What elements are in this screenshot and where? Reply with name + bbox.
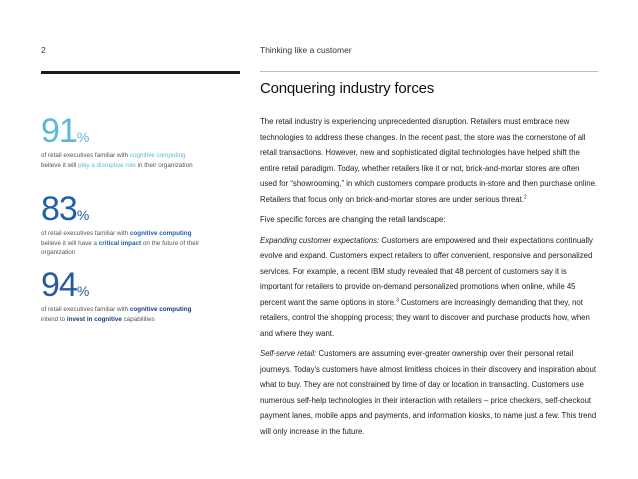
paragraph-intro: The retail industry is experiencing unprecedented disruption. Retailers must embrace new technologies to address these changes. In the recent past, the store was the cornerstone of all retail transactions. However, new and sophisticated digital technologies have helped shift the entire retail paradigm. Today, whether retailers like it or not, brick-and-mortar stores are often used for “showrooming,” in which customers compare products in-store and then purchase online. Retailers that focus only on brick-and-mortar stores are under serious threat.$^2$ bbox=[260, 117, 598, 204]
stat-description: of retail executives familiar with cognitive computing believe it will play a disruptive role in their organization bbox=[41, 152, 193, 169]
stat-number: 91% bbox=[41, 112, 90, 150]
stat-number: 83% bbox=[41, 190, 90, 228]
running-head: Thinking like a customer bbox=[260, 45, 352, 55]
stat-description: of retail executives familiar with cognitive computing believe it will have a critical impact on the future of their organization bbox=[41, 230, 200, 257]
left-rule bbox=[41, 71, 240, 74]
page-number: 2 bbox=[41, 45, 46, 55]
article-body bbox=[260, 114, 598, 444]
paragraph-forces: Five specific forces are changing the retail landscape: bbox=[260, 215, 446, 224]
article-title: Conquering industry forces bbox=[260, 80, 435, 97]
right-rule bbox=[260, 71, 598, 72]
stat-83 bbox=[41, 192, 201, 258]
stat-94 bbox=[41, 268, 201, 324]
stat-description: of retail executives familiar with cognitive computing intend to invest in cognitive capabilities bbox=[41, 306, 192, 323]
stat-number: 94% bbox=[41, 266, 90, 304]
paragraph-self-serve: Self-serve retail: Customers are assuming ever-greater ownership over their personal retail journeys. Today’s customers have almost limitless choices in their discovery and inspiration about what to buy. They are not constrained by time of day or location in transacting. Customers use numerous self-help technologies in their interaction with retailers – price checkers, self-checkout payment lanes, mobile apps and payments, and information kiosks, to name just a few. This trend will only increase in the future. bbox=[260, 349, 597, 436]
stat-91 bbox=[41, 114, 201, 170]
paragraph-expectations: Expanding customer expectations: Customers are empowered and their expectations continually evolve and expand. Customers expect retailers to offer convenient, responsive and personalized services. For example, a recent IBM study revealed that 48 percent of customers say it is important for retailers to provide on-demand personalized promotions when online, while 45 percent want the same options in store.$^3$ Customers are increasingly demanding that they, not retailers, control the shopping process; they want to discover and purchase products how, when and where they want. bbox=[260, 235, 593, 338]
